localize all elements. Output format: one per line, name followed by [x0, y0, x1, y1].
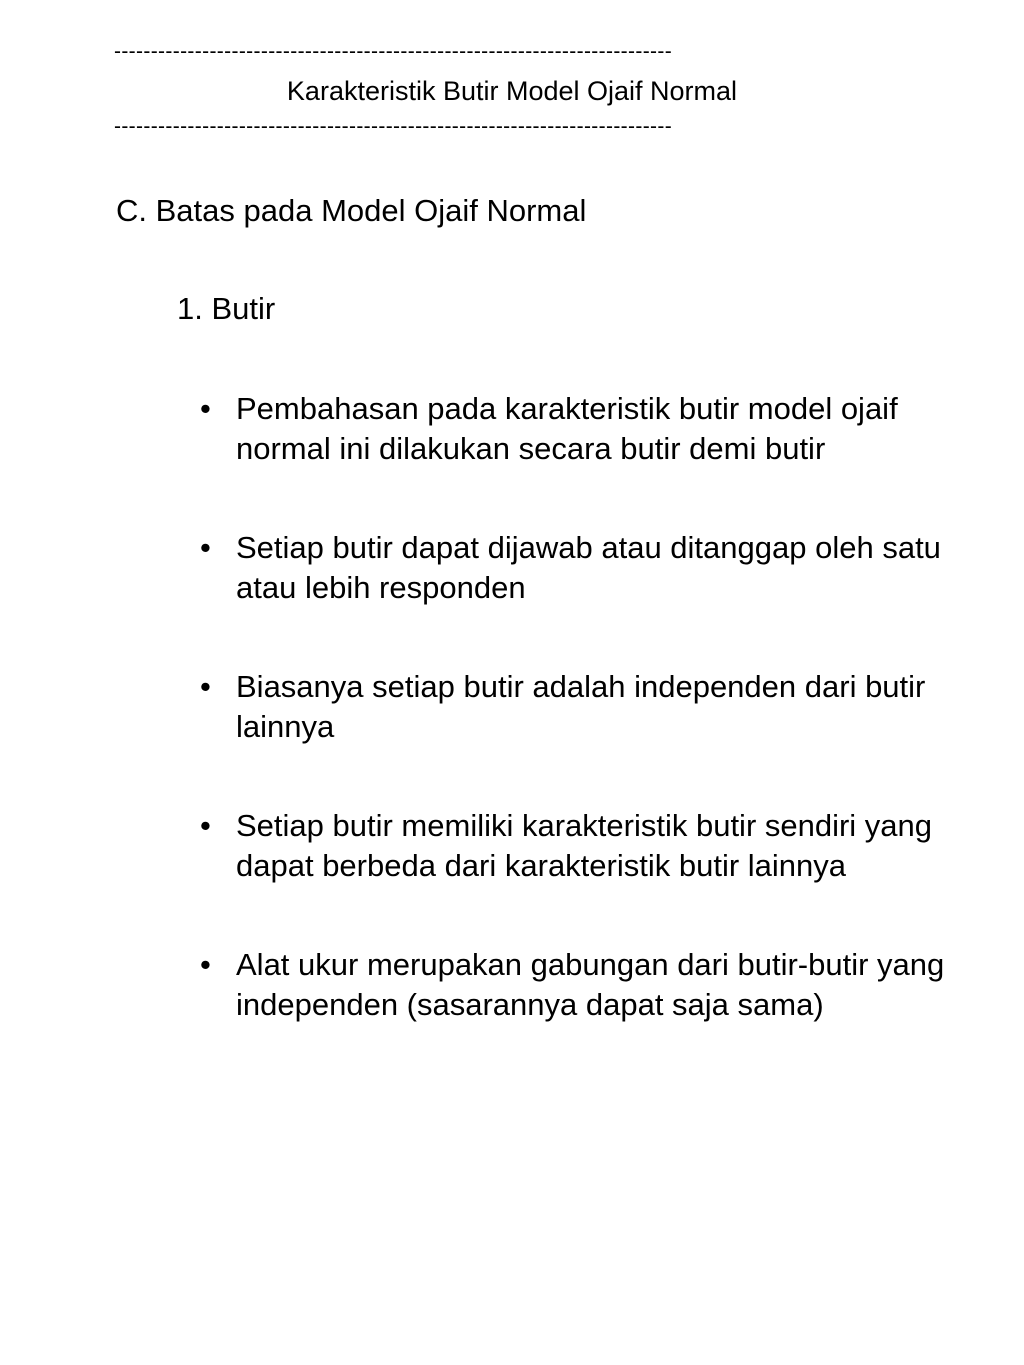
list-item-text: Biasanya setiap butir adalah independen dari butir lainnya	[236, 669, 926, 744]
list-item	[198, 667, 988, 747]
bullet-icon: •	[200, 669, 211, 704]
section-heading: C. Batas pada Model Ojaif Normal	[116, 193, 587, 228]
bullet-icon: •	[200, 391, 211, 426]
list-item	[198, 528, 988, 608]
list-item-text: Setiap butir dapat dijawab atau ditanggap oleh satu atau lebih responden	[236, 530, 941, 605]
subheading: 1. Butir	[177, 291, 276, 326]
bullet-icon: •	[200, 808, 211, 843]
page-title: Karakteristik Butir Model Ojaif Normal	[286, 76, 738, 106]
list-item-text: Alat ukur merupakan gabungan dari butir-butir yang independen (sasarannya dapat saja sama)	[236, 947, 945, 1022]
bullet-list	[198, 389, 988, 1025]
list-item	[198, 806, 988, 886]
list-item-text: Setiap butir memiliki karakteristik butir sendiri yang dapat berbeda dari karakteristik butir lainnya	[236, 808, 933, 883]
list-item	[198, 389, 988, 469]
header-rule-top: ----------------------------------------------------------------------------	[114, 40, 673, 63]
header-rule-bottom: ----------------------------------------------------------------------------	[114, 115, 673, 138]
list-item-text: Pembahasan pada karakteristik butir model ojaif normal ini dilakukan secara butir demi butir	[236, 391, 898, 466]
bullet-icon: •	[200, 947, 211, 982]
bullet-icon: •	[200, 530, 211, 565]
list-item	[198, 945, 988, 1025]
